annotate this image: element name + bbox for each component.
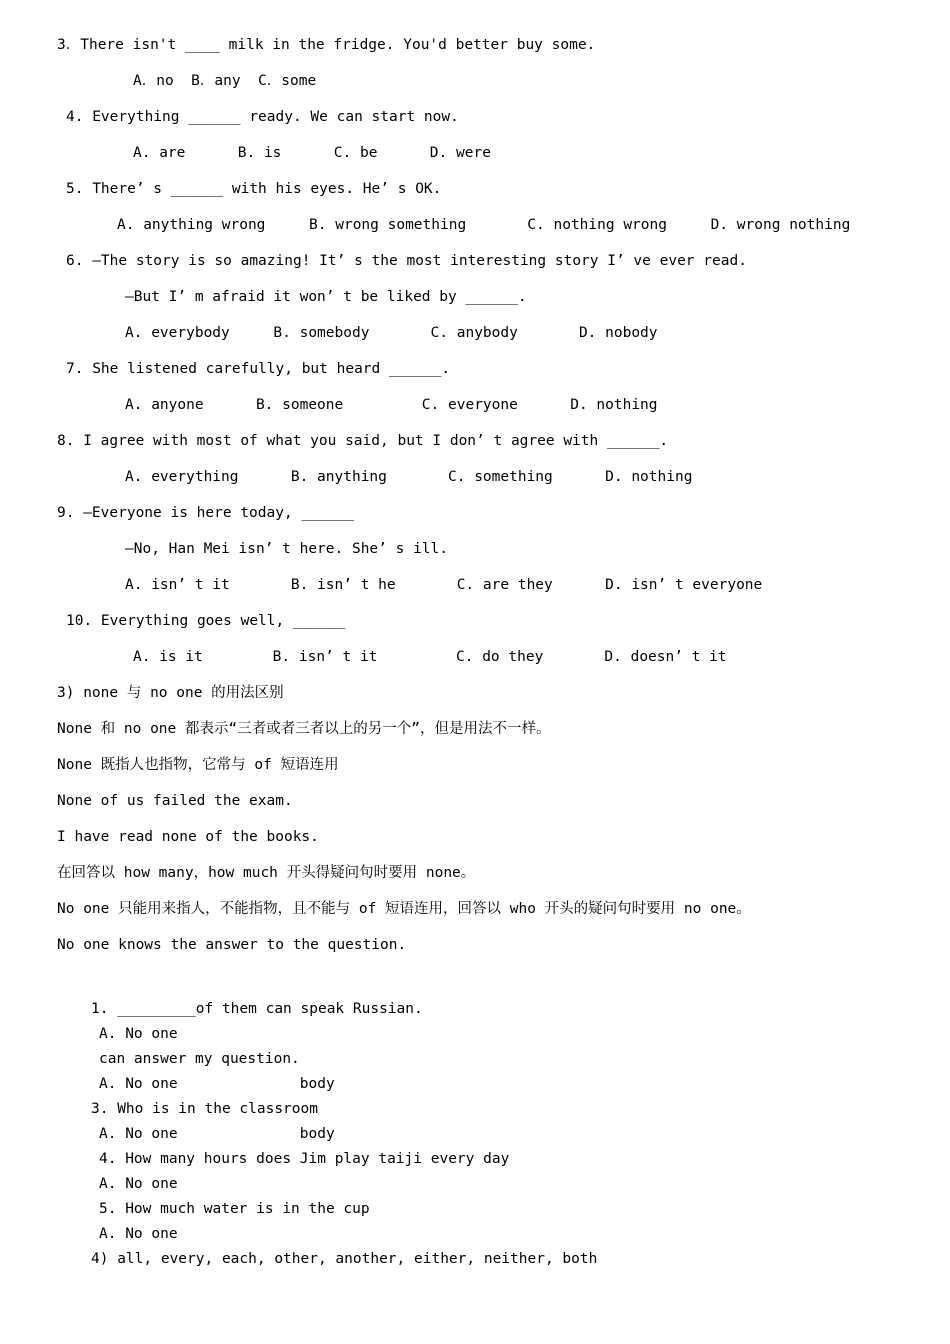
none-example-2: I have read none of the books. [57,829,319,845]
question-9-stem: 9. —Everyone is here today, ______ [57,505,354,521]
section-4-heading: 4) all, every, each, other, another, either, neither, both [91,1251,598,1267]
none-example-1: None of us failed the exam. [57,793,293,809]
question-6-options: A. everybody B. somebody C. anybody D. nobody [125,325,658,341]
none-no-one-intro: None 和 no one 都表示“三者或者三者以上的另一个”，但是用法不一样。 [57,721,551,737]
exercise-1-option: A. No one [99,1026,178,1042]
question-7-options: A. anyone B. someone C. everyone D. nothing [125,397,658,413]
no-one-usage-rule: No one 只能用来指人，不能指物，且不能与 of 短语连用，回答以 who 开头的疑问句时要用 no one。 [57,901,751,917]
exercise-1-stem: 1. _________of them can speak Russian. [91,1001,423,1017]
none-answer-rule: 在回答以 how many，how much 开头得疑问句时要用 none。 [57,865,476,881]
question-8-options: A. everything B. anything C. something D. nothing [125,469,693,485]
question-9-reply: —No, Han Mei isn’ t here. She’ s ill. [125,541,449,557]
question-4-options: A. are B. is C. be D. were [133,145,491,161]
question-3-stem: 3．There isn't ____ milk in the fridge. You'd better buy some. [57,37,596,53]
exercise-5-stem: 5. How much water is in the cup [99,1201,370,1217]
question-7-stem: 7. She listened carefully, but heard ______. [66,361,451,377]
question-10-options: A. is it B. isn’ t it C. do they D. doesn’ t it [133,649,727,665]
exercise-3-option: A. No one body [99,1126,335,1142]
question-6-reply: —But I’ m afraid it won’ t be liked by ______. [125,289,527,305]
exercise-2-stem: can answer my question. [99,1051,300,1067]
no-one-example: No one knows the answer to the question. [57,937,407,953]
exercise-4-option: A. No one [99,1176,178,1192]
question-3-options: A．no B．any C．some [133,73,317,89]
exercise-5-option: A. No one [99,1226,178,1242]
question-5-stem: 5. There’ s ______ with his eyes. He’ s OK. [66,181,442,197]
question-5-options: A. anything wrong B. wrong something C. nothing wrong D. wrong nothing [117,217,851,233]
none-usage-rule: None 既指人也指物，它常与 of 短语连用 [57,757,339,773]
section-3-heading: 3) none 与 no one 的用法区别 [57,685,284,701]
exercise-2-option: A. No one body [99,1076,335,1092]
question-10-stem: 10. Everything goes well, ______ [66,613,346,629]
exercise-4-stem: 4. How many hours does Jim play taiji every day [99,1151,510,1167]
exercise-3-stem: 3. Who is in the classroom [91,1101,318,1117]
question-4-stem: 4. Everything ______ ready. We can start now. [66,109,459,125]
question-8-stem: 8. I agree with most of what you said, but I don’ t agree with ______. [57,433,669,449]
question-9-options: A. isn’ t it B. isn’ t he C. are they D. isn’ t everyone [125,577,763,593]
question-6-stem: 6. —The story is so amazing! It’ s the most interesting story I’ ve ever read. [66,253,747,269]
